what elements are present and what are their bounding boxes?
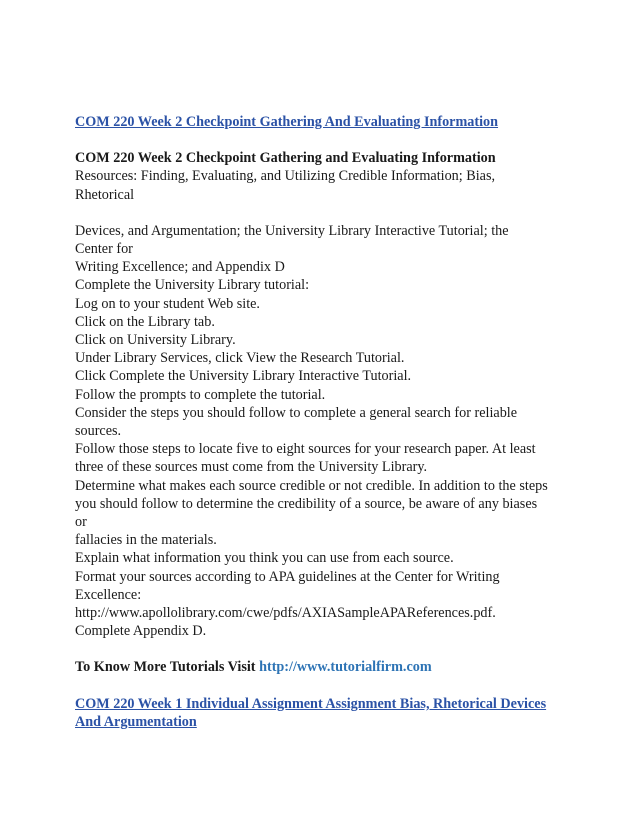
document-page [75,113,575,731]
body-line: sources. [75,423,122,440]
instructions-body [75,222,575,641]
body-line: Complete the University Library tutorial: [75,277,310,294]
body-line: Follow those steps to locate five to eight sources for your research paper. At least [75,441,536,458]
next-link-line: And Argumentation [75,713,197,730]
body-line: Excellence: [75,586,142,603]
body-line: fallacies in the materials. [75,532,217,549]
body-line: Consider the steps you should follow to complete a general search for reliable [75,404,518,421]
body-line: Explain what information you think you can use from each source. [75,550,454,567]
body-line: http://www.apollolibrary.com/cwe/pdfs/AXIASampleAPAReferences.pdf. [75,605,496,622]
body-line: Format your sources according to APA guidelines at the Center for Writing [75,568,500,585]
body-line: Click Complete the University Library Interactive Tutorial. [75,368,412,385]
document-heading: COM 220 Week 2 Checkpoint Gathering and Evaluating Information [75,150,496,167]
intro-line: Rhetorical [75,186,135,203]
body-line: Click on the Library tab. [75,313,215,330]
body-line: Under Library Services, click View the Research Tutorial. [75,350,405,367]
body-line: Follow the prompts to complete the tutorial. [75,386,326,403]
tutorials-visit-text: To Know More Tutorials Visit [75,659,256,676]
tutorialfirm-link[interactable]: http://www.tutorialfirm.com [259,659,432,676]
body-line: you should follow to determine the credibility of a source, be aware of any biases [75,495,538,512]
body-line: Writing Excellence; and Appendix D [75,259,285,276]
body-line: Click on University Library. [75,332,236,349]
body-line: Log on to your student Web site. [75,295,260,312]
title-link[interactable]: COM 220 Week 2 Checkpoint Gathering And Evaluating Information [75,114,499,130]
paragraph-gap [75,204,575,222]
next-link-line: COM 220 Week 1 Individual Assignment Assignment Bias, Rhetorical Devices [75,695,547,712]
tutorials-visit-line [75,658,575,676]
next-assignment-link[interactable] [75,695,575,731]
body-line: Center for [75,241,133,258]
body-line: Devices, and Argumentation; the University Library Interactive Tutorial; the [75,222,509,239]
body-line: Determine what makes each source credible or not credible. In addition to the steps [75,477,548,494]
body-line: three of these sources must come from the University Library. [75,459,428,476]
body-line: Complete Appendix D. [75,623,207,640]
intro-line: Resources: Finding, Evaluating, and Utilizing Credible Information; Bias, [75,168,496,185]
body-line: or [75,514,87,531]
